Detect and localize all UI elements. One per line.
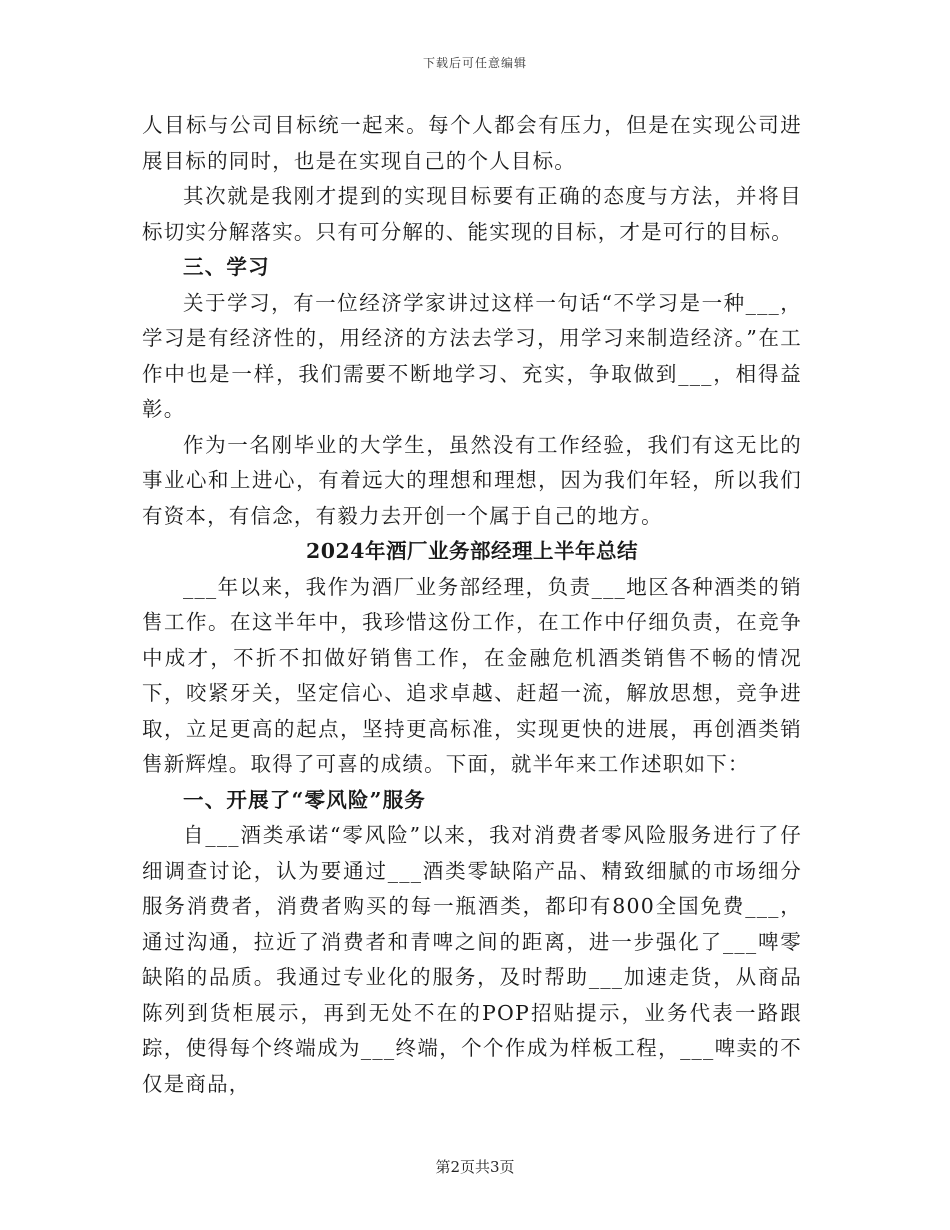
paragraph-learning-quote: 关于学习，有一位经济学家讲过这样一句话“不学习是一种___，学习是有经济性的，用经济的方法去学习，用学习来制造经济。”在工作中也是一样，我们需要不断地学习、充实，争取做到___，相得益彰。 [142,290,802,421]
paragraph-summary-intro: ___年以来，我作为酒厂业务部经理，负责___地区各种酒类的销售工作。在这半年中，我珍惜这份工作，在工作中仔细负责，在竞争中成才，不折不扣做好销售工作，在金融危机酒类销售不畅的情况下，咬紧牙关，坚定信心、追求卓越、赶超一流，解放思想，竞争进取，立足更高的起点，坚持更高标准，实现更快的进展，再创酒类销售新辉煌。取得了可喜的成绩。下面，就半年来工作述职如下： [142,574,802,776]
document-title: 2024年酒厂业务部经理上半年总结 [305,539,639,563]
paragraph-graduate: 作为一名刚毕业的大学生，虽然没有工作经验，我们有这无比的事业心和上进心，有着远大的理想和理想，因为我们年轻，所以我们有资本，有信念，有毅力去开创一个属于自己的地方。 [142,432,802,528]
section-heading-learning: 三、学习 [183,255,270,279]
paragraph-goal-alignment: 人目标与公司目标统一起来。每个人都会有压力，但是在实现公司进展目标的同时，也是在实现自己的个人目标。 [142,113,802,173]
page-header: 下载后可任意编辑 [422,56,527,70]
document-body [142,108,802,1102]
paragraph-goal-method: 其次就是我刚才提到的实现目标要有正确的态度与方法，并将目标切实分解落实。只有可分解的、能实现的目标，才是可行的目标。 [142,184,802,244]
section-heading-zero-risk: 一、开展了“零风险”服务 [183,787,426,812]
page-footer: 第2页共3页 [435,1158,515,1176]
paragraph-zero-risk: 自___酒类承诺“零风险”以来，我对消费者零风险服务进行了仔细调查讨论，认为要通过___酒类零缺陷产品、精致细腻的市场细分服务消费者，消费者购买的每一瓶酒类，都印有800全国免费___，通过沟通，拉近了消费者和青啤之间的距离，进一步强化了___啤零缺陷的品质。我通过专业化的服务，及时帮助___加速走货，从商品陈列到货柜展示，再到无处不在的POP招贴提示，业务代表一路跟踪，使得每个终端成为___终端，个个作成为样板工程，___啤卖的不仅是商品， [142,823,802,1096]
